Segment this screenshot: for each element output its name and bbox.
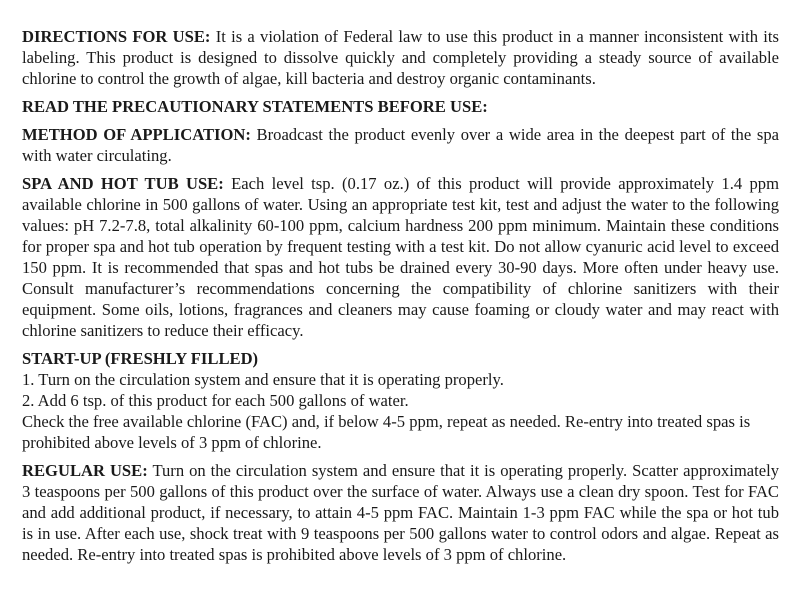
- precautionary-heading: READ THE PRECAUTIONARY STATEMENTS BEFORE USE:: [22, 97, 488, 116]
- startup-note: Check the free available chlorine (FAC) and, if below 4-5 ppm, repeat as needed. Re-entry into treated spas is prohibited above levels of 3 ppm of chlorine.: [22, 412, 751, 452]
- regular-use-text: Turn on the circulation system and ensure that it is operating properly. Scatter approximately 3 teaspoons per 500 gallons of this product over the surface of water. Always use a clean dry spoon. Test for FAC and add additional product, if necessary, to attain 4-5 ppm FAC. Maintain 1-3 ppm FAC while the spa or hot tub is in use. After each use, shock treat with 9 teaspoons per 500 gallons water to control odors and algae. Repeat as needed. Re-entry into treated spas is prohibited above levels of 3 ppm of chlorine.: [22, 461, 779, 564]
- startup-section: [22, 348, 779, 453]
- spa-use-section: [22, 173, 779, 341]
- startup-step: 1. Turn on the circulation system and ensure that it is operating properly.: [22, 370, 504, 389]
- spa-use-label: SPA AND HOT TUB USE:: [22, 174, 224, 193]
- directions-section: [22, 26, 779, 89]
- spa-use-text: Each level tsp. (0.17 oz.) of this product will provide approximately 1.4 ppm available chlorine in 500 gallons of water. Using an appropriate test kit, test and adjust the water to the following values: pH 7.2-7.8, total alkalinity 60-100 ppm, calcium hardness 200 ppm minimum. Maintain these conditions for proper spa and hot tub operation by frequent testing with a test kit. Do not allow cyanuric acid level to exceed 150 ppm. It is recommended that spas and hot tubs be drained every 30-90 days. More often under heavy use. Consult manufacturer’s recommendations concerning the compatibility of chlorine sanitizers with their equipment. Some oils, lotions, fragrances and cleaners may cause foaming or cloudy water and may react with chlorine sanitizers to reduce their efficacy.: [22, 174, 779, 340]
- regular-use-label: REGULAR USE:: [22, 461, 148, 480]
- directions-text: It is a violation of Federal law to use this product in a manner inconsistent with its labeling. This product is designed to dissolve quickly and completely providing a steady source of available chlorine to control the growth of algae, kill bacteria and destroy organic contaminants.: [22, 27, 779, 88]
- regular-use-section: [22, 460, 779, 565]
- startup-heading: START-UP (FRESHLY FILLED): [22, 349, 259, 368]
- method-section: [22, 124, 779, 166]
- directions-label: DIRECTIONS FOR USE:: [22, 27, 211, 46]
- method-label: METHOD OF APPLICATION:: [22, 125, 251, 144]
- method-text: Broadcast the product evenly over a wide area in the deepest part of the spa with water circulating.: [22, 125, 779, 165]
- startup-step: 2. Add 6 tsp. of this product for each 500 gallons of water.: [22, 391, 409, 410]
